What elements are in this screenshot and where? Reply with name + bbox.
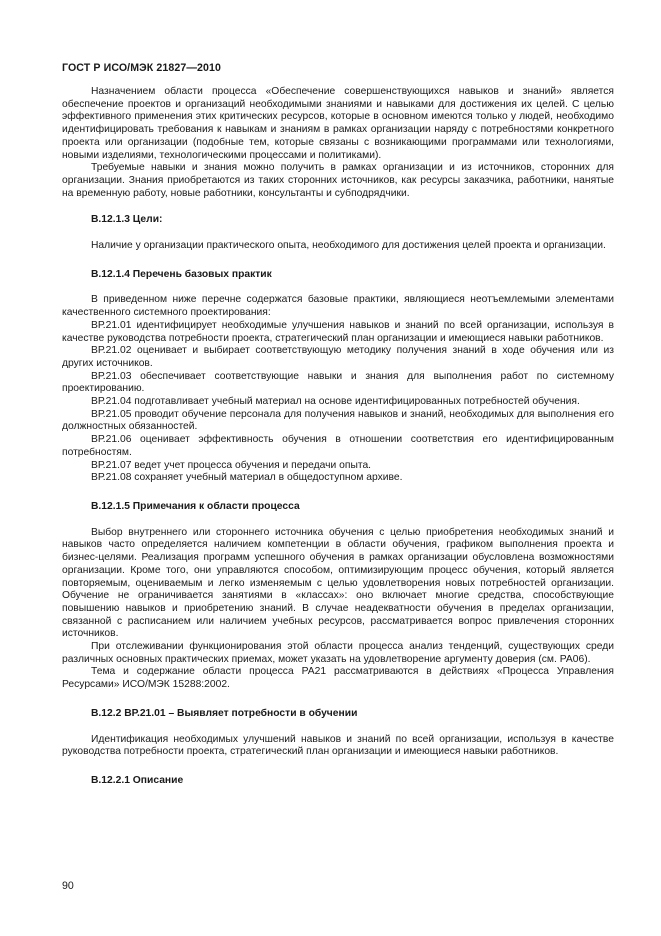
practice-item-bp2101: ВР.21.01 идентифицирует необходимые улучшения навыков и знаний по всей организации, используя в качестве руководства потребности проекта, стратегический план организации и имеющиеся навыки работников. [62, 319, 614, 344]
practice-item-bp2107: ВР.21.07 ведет учет процесса обучения и передачи опыта. [91, 459, 372, 471]
page-body [62, 86, 614, 801]
practice-item-bp2102: ВР.21.02 оценивает и выбирает соответствующую методику получения знаний в ходе обучения или из других источников. [62, 345, 614, 369]
intro-paragraph-2: Требуемые навыки и знания можно получить в рамках организации и из источников, сторонних для организации. Знания приобретаются из таких сторонних источников, как ресурсы заказчика, работники, нанятые на временную работу, новые работники, консультанты и субподрядчики. [62, 162, 614, 199]
intro-paragraph-1: Назначением области процесса «Обеспечение совершенствующихся навыков и знаний» является обеспечение проектов и организаций необходимыми знаниями и навыками для достижения их целей. С целью эффективного применения этих критических ресурсов, которые в основном имеются только у людей, необходимо идентифицировать требования к навыкам и знаниям в рамках организации наряду с потребностями конкретного проекта или организации (подобные тем, которые связаны с возникающими программами или технологиями, новыми изделиями, технологическими процессами и политиками). [62, 86, 614, 161]
section-heading-b1213: В.12.1.3 Цели: [91, 214, 163, 226]
page-number: 90 [62, 880, 74, 892]
section-heading-b1221: В.12.2.1 Описание [91, 774, 184, 786]
notes-paragraph-1: Выбор внутреннего или стороннего источника обучения с целью приобретения необходимых знаний и навыков часто определяется наличием компетенции в области обучения, графиком выполнения проекта и бизнес-целями. Реализация программ успешного обучения в рамках организации обусловлена возможностями организации. Кроме того, они управляются способом, оптимизирующим процесс обучения, который является повторяемым, оцениваемым и легко изменяемым с целью удовлетворения новых потребностей организации. Обучение не ограничивается занятиями в «классах»: оно включает многие средства, способствующие повышению навыков и приобретению знаний. В случае неадекватности обучения в пределах организации, связанной с расписанием или наличием учебных ресурсов, рассматривается вопрос привлечения сторонних источников. [62, 526, 614, 640]
practices-intro: В приведенном ниже перечне содержатся базовые практики, являющиеся неотъемлемыми элементами качественного системного проектирования: [62, 294, 614, 319]
practice-item-bp2108: ВР.21.08 сохраняет учебный материал в общедоступном архиве. [91, 472, 403, 484]
goals-paragraph: Наличие у организации практического опыта, необходимого для достижения целей проекта и организации. [91, 240, 606, 252]
section-heading-b1215: В.12.1.5 Примечания к области процесса [91, 500, 300, 512]
section-heading-b1214: В.12.1.4 Перечень базовых практик [91, 268, 272, 280]
practice-item-bp2103: ВР.21.03 обеспечивает соответствующие навыки и знания для выполнения работ по системному проектированию. [62, 370, 614, 395]
practice-item-bp2106: ВР.21.06 оценивает эффективность обучения в отношении соответствия его идентифицированным потребностям. [62, 434, 614, 458]
practice-item-bp2105: ВР.21.05 проводит обучение персонала для получения навыков и знаний, необходимых для выполнения его должностных обязанностей. [62, 408, 614, 433]
notes-paragraph-3: Тема и содержание области процесса РА21 рассматриваются в действиях «Процесса Управления Ресурсами» ИСО/МЭК 15288:2002. [62, 666, 614, 691]
bp2101-paragraph: Идентификация необходимых улучшений навыков и знаний по всей организации, используя в качестве руководства потребности проекта, стратегический план организации и имеющиеся навыки работников. [62, 733, 614, 758]
section-heading-b122: В.12.2 ВР.21.01 – Выявляет потребности в обучении [91, 707, 358, 719]
practice-item-bp2104: ВР.21.04 подготавливает учебный материал на основе идентифицированных потребностей обучения. [91, 396, 580, 408]
standard-header: ГОСТ Р ИСО/МЭК 21827—2010 [62, 62, 221, 74]
notes-paragraph-2: При отслеживании функционирования этой области процесса анализ тенденций, существующих среди различных основных практических приемах, может указать на удовлетворение аргументу доверия (см. РА06). [62, 641, 614, 665]
